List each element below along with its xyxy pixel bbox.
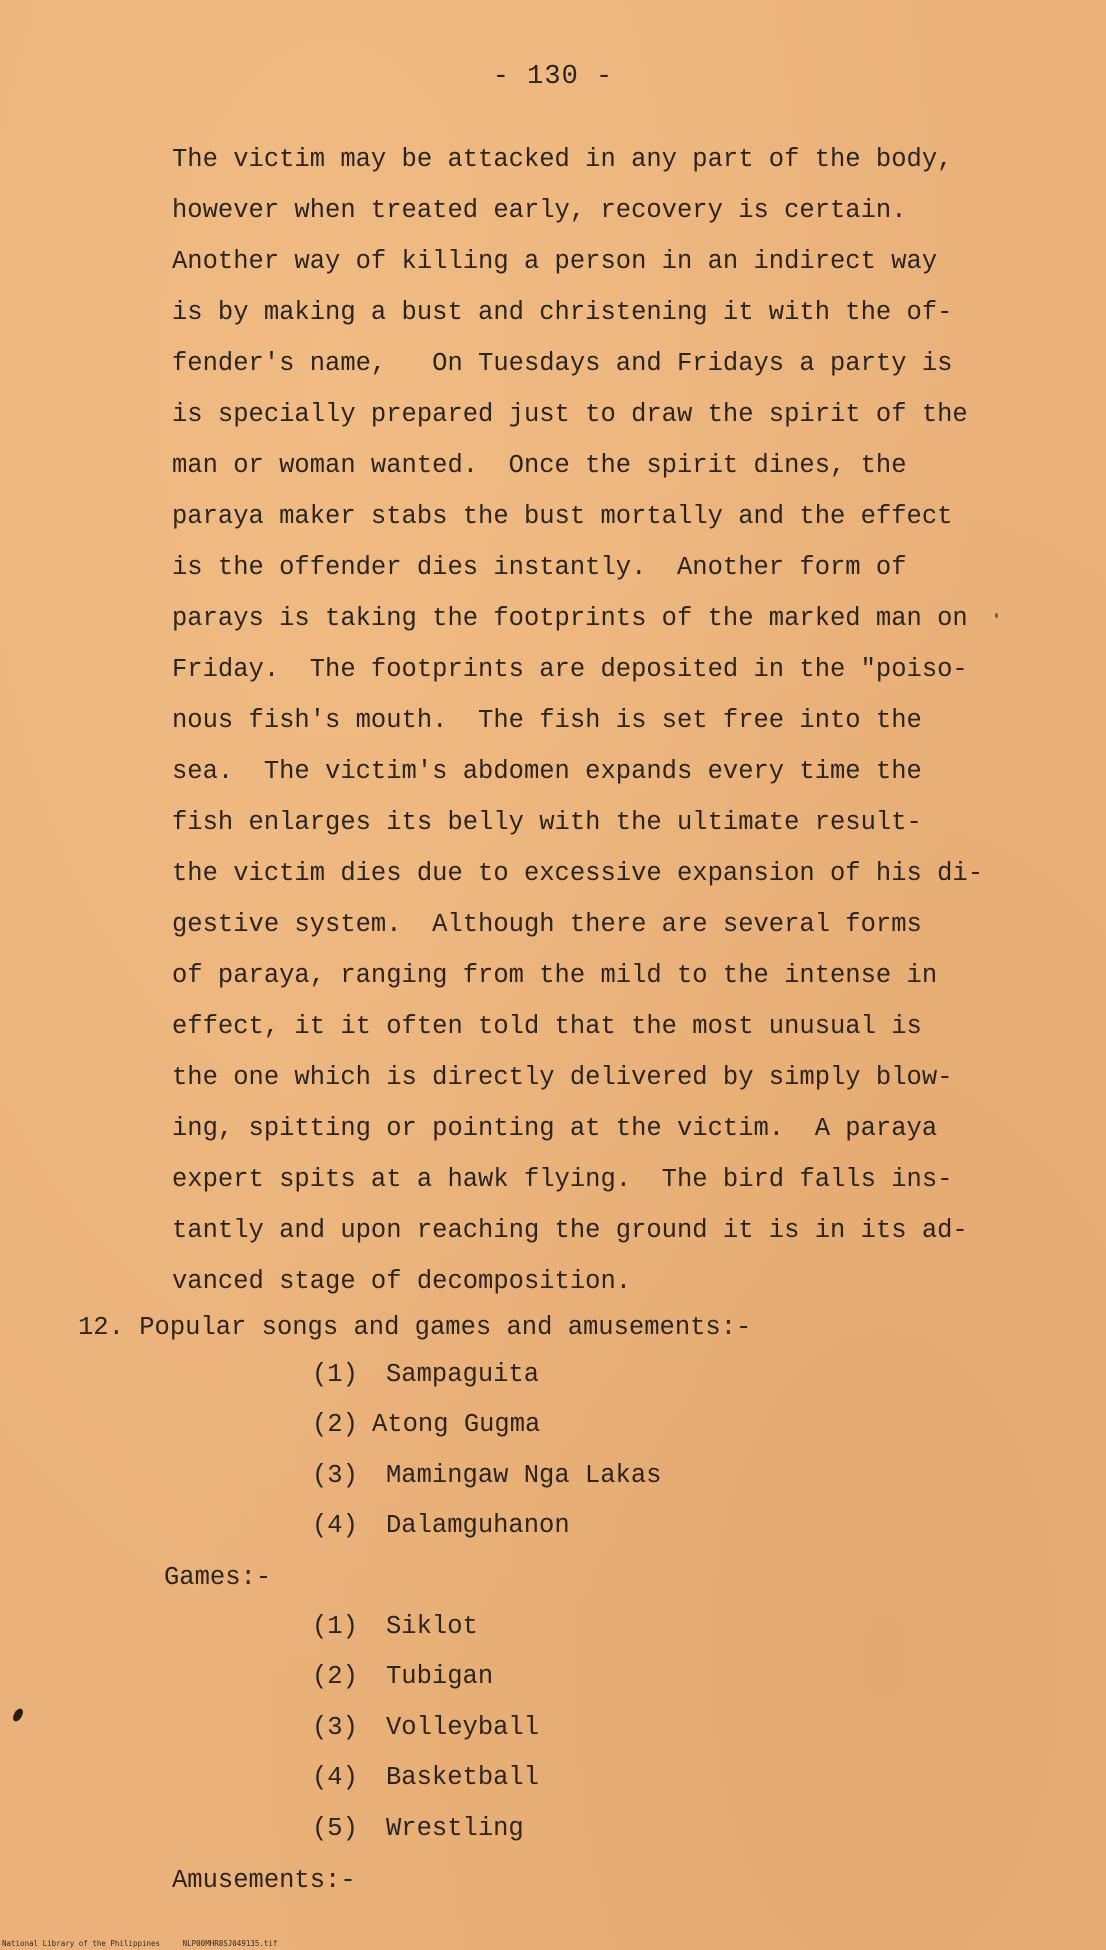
paragraph-line: parays is taking the footprints of the marked man on xyxy=(172,604,968,633)
paragraph-line: is the offender dies instantly. Another form of xyxy=(172,553,907,582)
paragraph-line: however when treated early, recovery is certain. xyxy=(172,196,907,225)
item-name: Wrestling xyxy=(386,1813,524,1843)
paragraph-line: The victim may be attacked in any part of the body, xyxy=(172,145,953,174)
paragraph-line: sea. The victim's abdomen expands every time the xyxy=(172,757,922,786)
paragraph-line: is by making a bust and christening it with the of- xyxy=(172,298,953,327)
item-number: (1) xyxy=(312,1360,358,1389)
paragraph-line: man or woman wanted. Once the spirit dines, the xyxy=(172,451,907,480)
amusements-heading: Amusements:- xyxy=(172,1866,356,1895)
list-item xyxy=(312,1350,661,1400)
songs-list xyxy=(312,1350,661,1552)
item-name: Tubigan xyxy=(386,1662,494,1692)
item-name: Siklot xyxy=(386,1612,478,1641)
paragraph-line: vanced stage of decomposition. xyxy=(172,1267,632,1296)
paragraph-line: nous fish's mouth. The fish is set free into the xyxy=(172,706,922,735)
item-name: Dalamguhanon xyxy=(386,1511,570,1541)
item-number: (5) xyxy=(312,1813,358,1843)
section-number: 12. xyxy=(78,1313,124,1342)
item-number: (4) xyxy=(312,1763,358,1793)
page-number: - 130 - xyxy=(492,62,614,92)
paragraph-line: effect, it it often told that the most unusual is xyxy=(172,1012,922,1041)
list-item xyxy=(312,1652,539,1702)
paragraph-line: the one which is directly delivered by simply blow- xyxy=(172,1063,953,1092)
games-heading: Games:- xyxy=(164,1563,272,1592)
paragraph-line: fish enlarges its belly with the ultimate result- xyxy=(172,808,922,837)
paragraph-line: fender's name, On Tuesdays and Fridays a party is xyxy=(172,349,953,378)
item-name: Atong Gugma xyxy=(372,1410,541,1440)
item-number: (3) xyxy=(312,1712,358,1742)
paragraph-line: expert spits at a hawk flying. The bird falls ins- xyxy=(172,1165,953,1194)
section-title: Popular songs and games and amusements:- xyxy=(139,1313,752,1342)
list-item xyxy=(312,1753,539,1803)
paragraph-line: Friday. The footprints are deposited in the "poiso- xyxy=(172,655,968,684)
paragraph-line: of paraya, ranging from the mild to the intense in xyxy=(172,961,938,990)
item-name: Basketball xyxy=(386,1763,540,1793)
paragraph-line: the victim dies due to excessive expansion of his di- xyxy=(172,859,984,888)
item-name: Sampaguita xyxy=(386,1360,540,1389)
body-paragraph xyxy=(172,134,992,1307)
paragraph-line: ing, spitting or pointing at the victim. A paraya xyxy=(172,1114,938,1143)
list-item xyxy=(312,1804,539,1854)
paragraph-line: Another way of killing a person in an indirect way xyxy=(172,247,938,276)
item-name: Volleyball xyxy=(386,1712,540,1742)
ink-speck xyxy=(11,1707,25,1723)
section-heading xyxy=(78,1302,751,1353)
item-name: Mamingaw Nga Lakas xyxy=(386,1460,662,1490)
archive-footer: National Library of the Philippines NLP00MHR8SJ049135.tif xyxy=(2,1939,278,1948)
list-item xyxy=(312,1501,661,1551)
list-item xyxy=(312,1602,539,1652)
item-number: (4) xyxy=(312,1511,358,1541)
item-number: (3) xyxy=(312,1460,358,1490)
games-list xyxy=(312,1602,539,1854)
list-item xyxy=(312,1400,661,1450)
item-number: (2) xyxy=(312,1662,358,1692)
list-item xyxy=(312,1451,661,1501)
paragraph-line: tantly and upon reaching the ground it is in its ad- xyxy=(172,1216,968,1245)
item-number: (2) xyxy=(312,1410,358,1440)
ink-speck xyxy=(995,613,998,618)
paragraph-line: paraya maker stabs the bust mortally and the effect xyxy=(172,502,953,531)
paragraph-line: gestive system. Although there are several forms xyxy=(172,910,922,939)
paragraph-line: is specially prepared just to draw the spirit of the xyxy=(172,400,968,429)
item-number: (1) xyxy=(312,1612,358,1641)
list-item xyxy=(312,1703,539,1753)
